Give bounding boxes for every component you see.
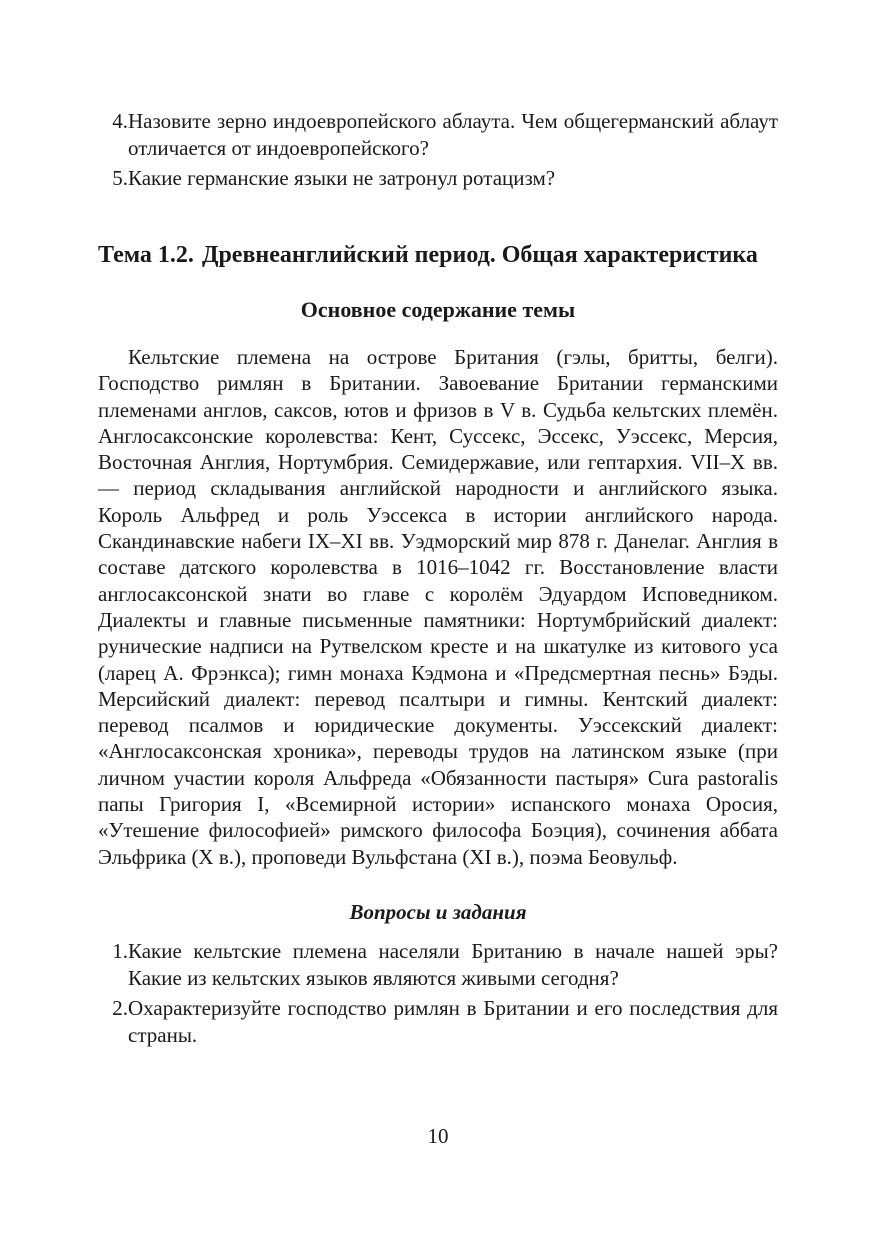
question-item	[98, 995, 778, 1049]
questions-heading: Вопросы и задания	[349, 899, 527, 924]
question-number: 4.	[112, 109, 128, 133]
page-number: 10	[427, 1124, 449, 1148]
question-item	[98, 938, 778, 992]
question-item	[98, 108, 778, 162]
question-text: Какие кельтские племена населяли Британию в начале нашей эры? Какие из кельтских языков являются живыми сегодня?	[128, 938, 778, 990]
page-content	[98, 108, 778, 1052]
question-item	[98, 165, 778, 192]
question-text: Какие германские языки не затронул ротацизм?	[128, 166, 556, 190]
top-question-list	[98, 108, 778, 192]
question-text: Охарактеризуйте господство римлян в Британии и его последствия для страны.	[128, 995, 778, 1047]
question-number: 1.	[112, 938, 128, 963]
question-number: 5.	[112, 166, 128, 190]
question-number: 2.	[112, 995, 128, 1020]
topic-heading-text: Древнеанглийский период. Общая характеристика	[201, 242, 758, 268]
question-text: Назовите зерно индоевропейского аблаута. Чем общегерманский аблаут отличается от индоевропейского?	[128, 109, 778, 160]
bottom-question-list	[98, 938, 778, 1049]
topic-label: Тема 1.2.	[98, 242, 194, 268]
topic-title	[98, 240, 778, 270]
section-heading: Основное содержание темы	[300, 297, 576, 322]
body-paragraph: Кельтские племена на острове Британия (гэлы, бритты, белги). Господство римлян в Британии. Завоевание Британии германскими племенами англов, саксов, ютов и фризов в V в. Судьба кельтских племён. Англосаксонские королевства: Кент, Суссекс, Эссекс, Уэссекс, Мерсия, Восточная Англия, Нортумбрия. Семидержавие, или гептархия. VII–X вв. — период складывания английской народности и английского языка. Король Альфред и роль Уэссекса в истории английского народа. Скандинавские набеги IX–XI вв. Уэдморский мир 878 г. Данелаг. Англия в составе датского королевства в 1016–1042 гг. Восстановление власти англосаксонской знати во главе с королём Эдуардом Исповедником. Диалекты и главные письменные памятники: Нортумбрийский диалект: рунические надписи на Рутвелском кресте и на шкатулке из китового уса (ларец А. Фрэнкса); гимн монаха Кэдмона и «Предсмертная песнь» Бэды. Мерсийский диалект: перевод псалтыри и гимны. Кентский диалект: перевод псалмов и юридические документы. Уэссекский диалект: «Англосаксонская хроника», переводы трудов на латинском языке (при личном участии короля Альфреда «Обязанности пастыря» Cura pastoralis папы Григория I, «Всемирной истории» испанского монаха Оросия, «Утешение философией» римского философа Боэция), сочинения аббата Эльфрика (X в.), проповеди Вульфстана (XI в.), поэма Беовульф.	[98, 345, 778, 869]
